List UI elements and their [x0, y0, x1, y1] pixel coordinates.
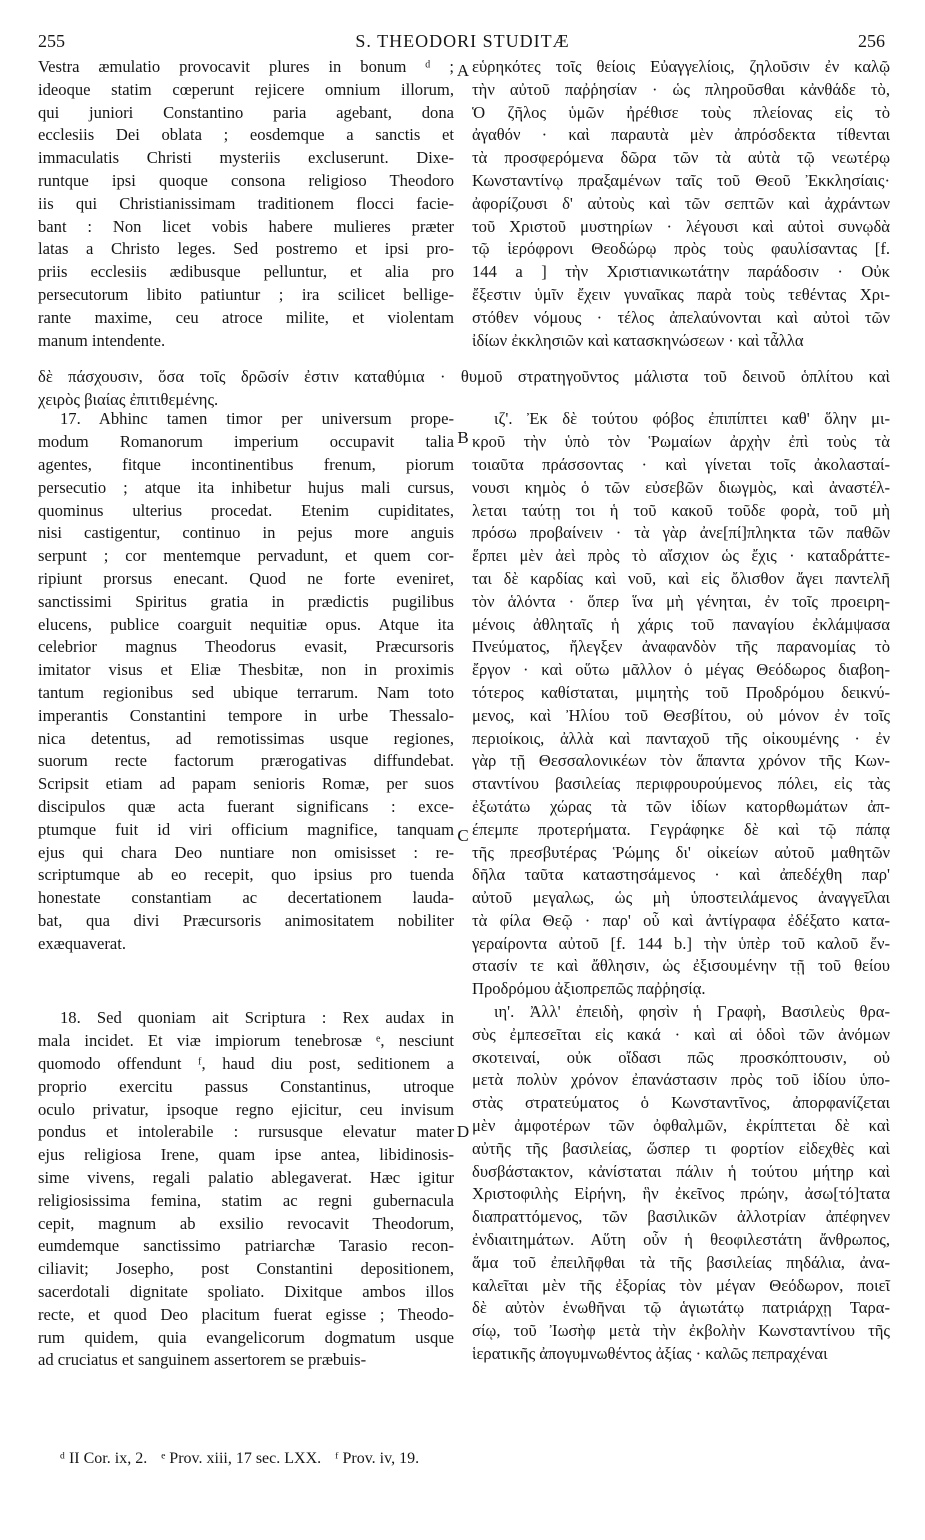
latin-line: ad cruciatus et sanguinem assertorem se præbuis-	[38, 1350, 367, 1370]
greek-line: ἐξωτάτω χώρας τὰ τῶν ἰδίων κατορθωμάτων ἀπ-	[472, 796, 890, 816]
greek-line: τὴν αὐτοῦ παῤῥησίαν · ὡς πληροῦσθαι κἀνθάδε τὸ,	[472, 79, 890, 99]
greek-line: αὐτοῦ μεγαλως, ὡς μὴ ὑποστειλάμενος ἀναγγεῖλαι	[472, 888, 890, 908]
latin-line: priis ecclesiis ædibusque pelluntur, et alia pro	[38, 262, 454, 282]
greek-line: ἀφορίζουσι δ' αὐτοὺς καὶ τῶν σεπτῶν καὶ ἀχράντων	[472, 193, 890, 213]
latin-line: proprio exercitu passus Constantinus, utroque	[38, 1076, 454, 1096]
greek-line: Χριστοφιλὴς Εἰρήνη, ἣν ἐκεῖνος πρώην, ἀσω[τό]τατα	[472, 1184, 890, 1204]
greek-line: τοιαῦτα πράσσοντας · καὶ γίνεται τοῖς ἀκολασταί-	[472, 454, 890, 474]
latin-line: ptumque fuit id viri officium magnifice, tanquam	[38, 819, 454, 839]
greek-line: Κωνσταντίνῳ πραξαμένων ταῖς τοῦ Θεοῦ Ἐκκλησίαις·	[472, 170, 890, 190]
latin-line: pondus et intolerabile : rursusque elevatur mater	[38, 1122, 454, 1142]
latin-line: mala incidet. Et viæ impiorum tenebrosæ ᵉ, nesciunt	[38, 1031, 454, 1051]
latin-line: ideoque statim cœperunt rejicere omnium illorum,	[38, 79, 454, 99]
latin-line: eumdemque sanctissimo patriarchæ Tarasio recon-	[38, 1236, 454, 1256]
greek-line: δυσβάστακτον, κἀνίσταται πάλιν ἡ τούτου μήτηρ καὶ	[472, 1161, 890, 1181]
latin-line: ripiunt prorsus enecant. Quod ne forte eveniret,	[38, 568, 454, 588]
greek-line: στὰς στρατεύματος ὁ Κωνσταντῖνος, ἀπορφανίζεται	[472, 1093, 890, 1113]
latin-line: imperantis Constantini tempore in urbe Thessalo-	[38, 705, 454, 725]
latin-line: elucens, publice coarguit nequitiæ opus. Atque ita	[38, 614, 454, 634]
latin-line: quominus ulterius procedat. Etenim cupiditates,	[38, 500, 454, 520]
greek-line: ἕρπει μὲν ἀεὶ πρὸς τὸ αἴσχιον ὡς ἔχις · καταδράττε-	[472, 546, 890, 566]
footnote-e: ᵉ Prov. xiii, 17 sec. LXX.	[161, 1450, 322, 1467]
greek-spanning-line-2: χειρὸς βιαίας ἐπιτιθεμένης.	[38, 390, 219, 409]
greek-line: μετὰ πολὺν χρόνον ἐπανάστασιν πρὸς τοῦ ἰδίου ὑπο-	[472, 1070, 890, 1090]
greek-line: μενος, καὶ Ἠλίου τοῦ Θεσβίτου, οὐ μόνον ἐν τοῖς	[472, 705, 890, 725]
latin-line: rum quidem, quia evangelicorum dogmatum usque	[38, 1327, 454, 1347]
margin-letter-a: A	[456, 61, 470, 80]
greek-line: πρόσω προβαίνειν · τὰ γὰρ ἀνε[πί]πληκτα τῶν παθῶν	[472, 523, 890, 543]
greek-line: τῆς πρεσβυτέρας Ῥώμης δι' οἰκείων αὐτοῦ μαθητῶν	[472, 842, 890, 862]
latin-line: Scripsit etiam ad papam senioris Romæ, per suos	[38, 774, 454, 794]
latin-line: honestate constantiam ac decertationem lauda-	[38, 888, 454, 908]
latin-line: manum intendente.	[38, 330, 166, 350]
latin-line: persecutorum libito patiuntur ; ira scilicet bellige-	[38, 284, 454, 304]
latin-line: serpunt ; cor mentemque pervadunt, et quem cor-	[38, 546, 454, 566]
greek-line: λεται ταύτῃ τοι ἡ τοῦ κακοῦ τοῦδε φορὰ, τοῦ μὴ	[472, 500, 890, 520]
latin-line: ejus religiosa Irene, quam ipse antea, libidinosis-	[38, 1145, 454, 1165]
latin-line: suorum recte factorum prærogativas diffundebat.	[38, 751, 454, 771]
greek-line: γεραίροντα αὐτοῦ [f. 144 b.] τὴν ὑπὲρ τοῦ καλοῦ ἔν-	[472, 933, 890, 953]
greek-line: τῷ ἱερόφρονι Θεοδώρῳ πρὸς τοὺς φαυλίσαντας [f.	[472, 239, 890, 259]
latin-line: nisi castigentur, continuo in pejus more anguis	[38, 523, 454, 543]
greek-line: ἅμα τοῦ ἐπειλῆφθαι τὰ τῆς βασιλείας πηδάλια, ἀνα-	[472, 1252, 890, 1272]
greek-line: περιοίκοις, ἀλλὰ καὶ πανταχοῦ τῆς οἰκουμένης · ἐν	[472, 728, 890, 748]
greek-line: Ὁ ζῆλος ὑμῶν ἠρέθισε τοὺς πλείονας εἰς τὸ	[472, 102, 890, 122]
greek-line: σταντίνου βασιλείας περιφρουρούμενος πόλει, εἰς τὰς	[472, 774, 890, 794]
greek-line: κροῦ τὴν ὑπὸ τὸν Ῥωμαίων ἀρχὴν ἐπὶ τοὺς τὰ	[472, 432, 890, 452]
latin-line: bat, qua divi Præcursoris animositatem nobiliter	[38, 910, 454, 930]
greek-line: ἐνδιαιτημάτων. Αὕτη οὖν ἡ θεοφιλεστάτη ἄνθρωπος,	[472, 1230, 890, 1250]
latin-line: recte, et quod Deo placitum fuerat egisse ; Theodo-	[38, 1304, 454, 1324]
greek-line: Πνεύματος, ἤλεγξεν ἀναφανδὸν τῆς παρανομίας τὸ	[472, 637, 890, 657]
page-number-right: 256	[858, 31, 885, 51]
greek-line: εὑρηκότες τοῖς θείοις Εὐαγγελίοις, ζηλοῦσιν ἐν καλῷ	[472, 57, 890, 76]
page-number-left: 255	[38, 31, 65, 51]
latin-line: discipulos quæ acta fuerant significans : exce-	[38, 796, 454, 816]
greek-line: ἰδίων ἐκκλησιῶν καὶ κατασκηνώσεων · καὶ τἆλλα	[472, 330, 804, 350]
greek-line: τὰ προσφερόμενα δῶρα τῶν τὰ αὐτὰ τῷ νεωτέρῳ	[472, 148, 890, 168]
greek-line: 144 a ] τὴν Χριστιανικωτάτην παράδοσιν · Οὐκ	[472, 262, 890, 282]
latin-line: immaculatis Christi mysteriis excluserunt. Dixe-	[38, 148, 454, 168]
latin-line: bant : Non licet vobis habere mulieres præter	[38, 216, 454, 236]
greek-line: δὲ αὐτὸν ἑνωθῆναι τῷ ἁγιωτάτῳ πατριάρχῃ Ταρα-	[472, 1298, 890, 1318]
greek-line: μένοις ἀθληταῖς ἡ χάρις τοῦ παναγίου ἐκλάμψασα	[472, 614, 890, 634]
margin-letter-d: D	[456, 1122, 470, 1141]
latin-line: latas a Christo leges. Sed postremo et ipsi pro-	[38, 239, 454, 259]
greek-line: ιη'. Ἀλλ' ἐπειδὴ, φησὶν ἡ Γραφὴ, Βασιλεὺς θρα-	[494, 1002, 890, 1022]
greek-line: σίῳ, τοῦ Ἰωσὴφ μετὰ τὴν ἐκβολὴν Κωνσταντίνου τῆς	[472, 1321, 890, 1341]
greek-line: τοῦ Χριστοῦ μυστηρίων · λέγουσι καὶ αὐτοὶ συνῳδὰ	[472, 216, 890, 236]
greek-line: νουσι κημὸς ὁ τῶν εὐσεβῶν διωγμὸς, καὶ ἀναστέλ-	[472, 477, 890, 497]
latin-line: rante maxime, ceu atroce milite, et violentam	[38, 307, 454, 327]
latin-line: sime vivens, regali palatio ablegaverat. Hæc igitur	[38, 1168, 454, 1188]
greek-column	[472, 56, 890, 1366]
margin-letter-c: C	[457, 826, 469, 845]
greek-line: αὐτῆς τῆς βασιλείας, ὥσπερ τι φορτίον εἰδεχθὲς καὶ	[472, 1138, 890, 1158]
latin-line: tantum regionibus sed ubique terrarum. Nam toto	[38, 682, 454, 702]
footnote-d: ᵈ II Cor. ix, 2.	[60, 1450, 148, 1467]
latin-line: persecutio ; atque ita inhibetur hujus mali cursus,	[38, 477, 454, 497]
latin-line: nica detentus, ad remotissimas usque regiones,	[38, 728, 454, 748]
latin-line: exæquaverat.	[38, 933, 127, 953]
running-title: S. THEODORI STUDITÆ	[355, 31, 570, 51]
greek-line: γὰρ τῇ Θεσσαλονικέων τὸν ἅπαντα χρόνον τῆς Κων-	[472, 751, 890, 771]
latin-line: quomodo offendunt ᶠ, haud diu post, seditionem a	[38, 1054, 454, 1074]
latin-line: celebrior magnus Theodorus evasit, Præcursoris	[38, 637, 454, 657]
footnote-f: ᶠ Prov. iv, 19.	[335, 1450, 420, 1467]
latin-line: religiosissima femina, statim ac regni gubernacula	[38, 1190, 454, 1210]
greek-line: στασίν τε καὶ ἄθλησιν, ὡς ἐξισουμένην τῇ τοῦ θείου	[472, 956, 890, 976]
greek-line: έπεμπε προτερήματα. Γεγράφηκε δὲ καὶ τῷ πάπᾳ	[472, 819, 890, 839]
greek-line: ται δὲ καρδίας καὶ νοῦ, καὶ εἰς ὄλισθον ἄγει παντελῆ	[472, 568, 890, 588]
greek-line: ἀγαθόν · καὶ παραυτὰ μὲν ἀπρόσδεκτα τίθενται	[472, 125, 890, 145]
latin-line: scriptumque ab eo recepit, quo ipsius pro tuenda	[38, 865, 454, 885]
latin-line: agentes, fitque incontinentibus frenum, piorum	[38, 454, 454, 474]
greek-spanning-line-1: δὲ πάσχουσιν, ὅσα τοῖς δρῶσίν ἐστιν καταθύμια · θυμοῦ στρατηγοῦντος μάλιστα τοῦ δεινοῦ ὁπλίτου καὶ	[38, 367, 890, 386]
latin-line: ciliavit; Josepho, post Constantini depositionem,	[38, 1259, 454, 1279]
latin-line: sanctissimi Spiritus gratia in prædictis pugilibus	[38, 591, 454, 611]
latin-line: 17. Abhinc tamen timor per universum prope-	[60, 409, 454, 429]
latin-line: Vestra æmulatio provocavit plures in bonum ᵈ ;	[38, 57, 454, 76]
latin-line: sacerdotali dignitate spoliato. Dixitque ambos illos	[38, 1282, 454, 1302]
greek-line: δῆλα ταῦτα καταστησάμενος · καὶ ἀπεδέχθη παρ'	[472, 865, 890, 885]
greek-line: τὰ φίλα Θεῷ · παρ' οὗ καὶ ἀντίγραφα ἐδέξατο κατα-	[472, 910, 890, 930]
latin-line: qui juniori Constantino paria agebant, dona	[38, 102, 454, 122]
latin-line: imitator visus et Eliæ Thesbitæ, non in proximis	[38, 660, 454, 680]
margin-letter-b: B	[457, 428, 469, 447]
latin-line: runtque ipsi quoque consona religioso Theodoro	[38, 170, 454, 190]
greek-line: τὸν ἁλόντα · ὅπερ ἵνα μὴ γένηται, ἐν τοῖς προειρη-	[472, 591, 890, 611]
greek-line: σὺς ἐμπεσεῖται εἰς κακά · καὶ αἱ ὁδοὶ τῶν ἀνόμων	[472, 1024, 890, 1044]
greek-line: τότερος καθίσταται, μιμητὴς τοῦ Προδρόμου δεικνύ-	[472, 682, 890, 702]
footnotes	[60, 1448, 429, 1470]
greek-line: διαπραττόμενος, τῶν βασιλικῶν ἀλλοτρίαν ἀπέφηνεν	[472, 1207, 890, 1227]
latin-line: iis qui Christianissimam traditionem flocci facie-	[38, 193, 454, 213]
greek-line: καλεῖται μὲν τῆς ἐξορίας τὸν μέγαν Θεόδωρον, ποιεῖ	[472, 1275, 890, 1295]
latin-line: oculo privatur, ipsoque regno ejicitur, ceu invisum	[38, 1099, 454, 1119]
latin-line: ejus qui chara Deo nuntiare non omisisset : re-	[38, 842, 454, 862]
paragraph-gap	[38, 955, 454, 1007]
latin-line: 18. Sed quoniam ait Scriptura : Rex audax in	[60, 1008, 454, 1028]
greek-line: ιζ'. Ἐκ δὲ τούτου φόβος ἐπιπίπτει καθ' ὅλην μι-	[494, 409, 890, 429]
greek-line: στόθεν νόμους · τέλος ἀπελαύνονται καὶ αὐτοὶ τῶν	[472, 307, 890, 327]
latin-line: modum Romanorum imperium occupavit talia	[38, 432, 454, 452]
greek-line: ἔξεστιν ὑμῖν ἔχειν γυναῖκας παρὰ τοὺς τεθέντας Χρι-	[472, 284, 890, 304]
latin-column	[38, 56, 454, 1372]
greek-line: σκοτειναί, οὐκ οἴδασι πῶς προσκόπτουσιν, οὐ	[472, 1047, 890, 1067]
greek-line: μὲν ἀμφοτέρων τῶν ὀφθαλμῶν, ἐκρίπτεται δὲ καὶ	[472, 1116, 890, 1136]
latin-line: ecclesiis Dei oblata ; eosdemque a sanctis et	[38, 125, 454, 145]
greek-line: ἱερατικῆς ἀπογυμνωθέντος ἀξίας · καλῶς πεπραχέναι	[472, 1344, 828, 1364]
greek-line: ἔργον · καὶ οὕτω μᾶλλον ὁ μέγας Θεόδωρος διαβοη-	[472, 660, 890, 680]
latin-line: cepit, magnum ab exsilio revocavit Theodorum,	[38, 1213, 454, 1233]
greek-line: Προδρόμου ἀξιοπρεπῶς παῤῥησίᾳ.	[472, 979, 706, 999]
